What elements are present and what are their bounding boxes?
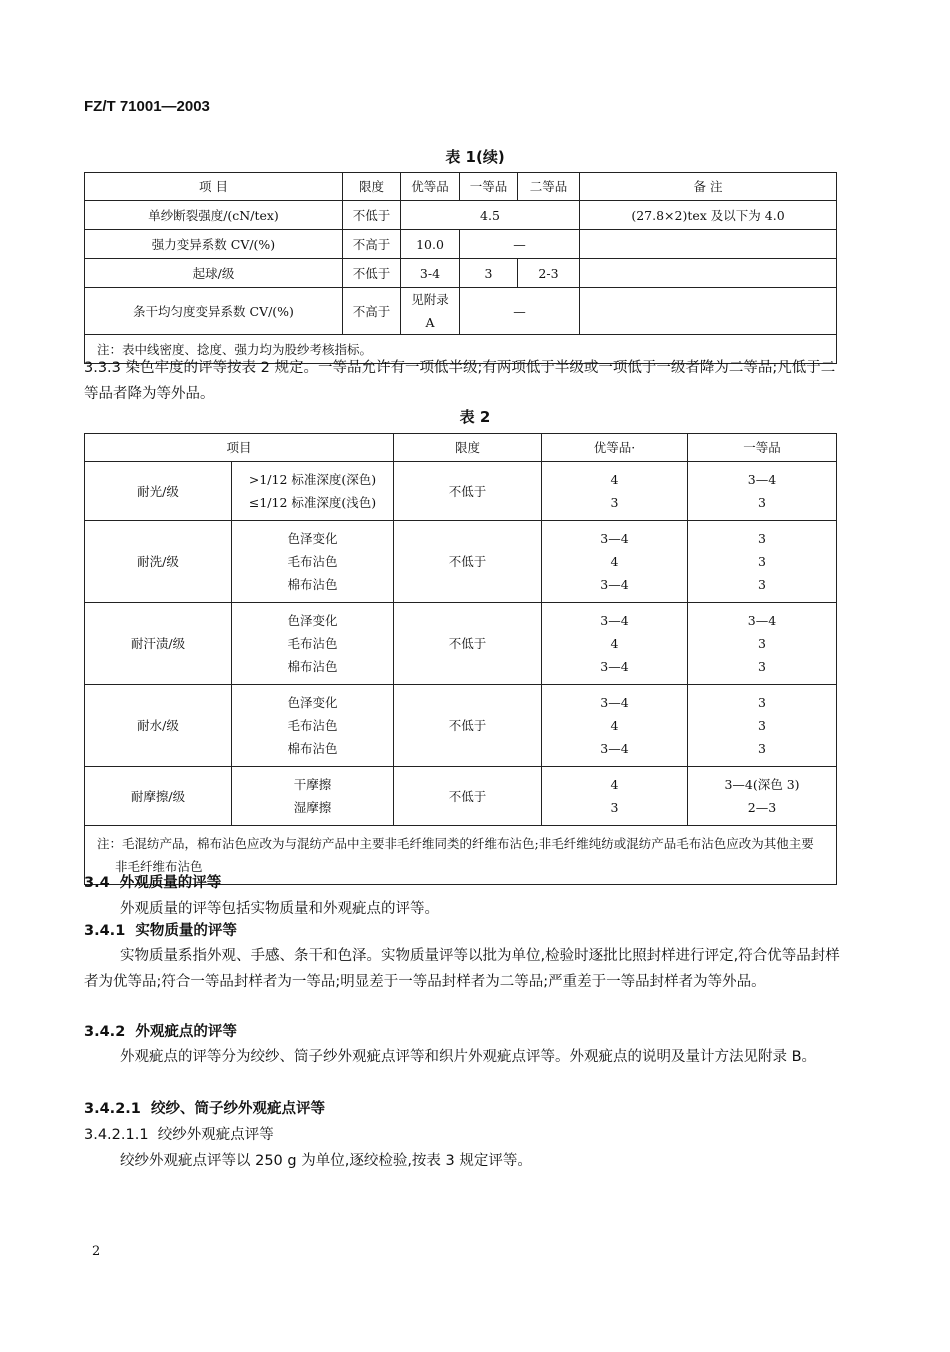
cell — [232, 462, 394, 521]
cell-line: 棉布沾色 — [287, 577, 338, 592]
cell — [542, 521, 688, 603]
cell-line: 3—4 — [600, 659, 629, 674]
cell-line: 毛布沾色 — [287, 636, 338, 651]
cell-line: 3—4(深色 3) — [724, 777, 800, 792]
paragraph-3-4-2: 外观疵点的评等分为绞纱、筒子纱外观疵点评等和织片外观疵点评等。外观疵点的说明及量计方法见附录 B。 — [120, 1049, 817, 1065]
section-number: 3.4.2.1.1 — [84, 1127, 149, 1143]
paragraph-3-4-1: 实物质量系指外观、手感、条干和色泽。实物质量评等以批为单位,检验时逐批比照封样进行评定,符合优等品封样者为优等品;符合一等品封样者为一等品;明显差于一等品封样者为二等品;严重差于一等品封样者为等外品。 — [84, 948, 840, 990]
section-3-4-2-1-1-heading — [84, 1122, 840, 1148]
group-name: 耐汗渍/级 — [85, 603, 232, 685]
cell-line: >1/12 标准深度(深色) — [248, 472, 377, 487]
cell-line: 4 — [610, 718, 619, 733]
section-number: 3.4.1 — [84, 923, 126, 939]
cell-line: 3 — [758, 554, 766, 569]
cell: 2-3 — [518, 259, 580, 288]
group-name: 耐光/级 — [85, 462, 232, 521]
cell — [580, 288, 837, 335]
cell: 不低于 — [343, 201, 401, 230]
table-row — [85, 462, 837, 521]
table1 — [84, 172, 837, 364]
page-number: 2 — [92, 1244, 101, 1259]
table-row — [85, 230, 837, 259]
cell-line: 色泽变化 — [287, 695, 338, 710]
cell-line: 3 — [758, 718, 766, 733]
header-cell: 限度 — [394, 434, 542, 462]
cell — [232, 685, 394, 767]
document-header: FZ/T 71001—2003 — [84, 98, 210, 115]
cell — [232, 767, 394, 826]
table-header-row — [85, 434, 837, 462]
cell-line: 湿摩擦 — [293, 800, 332, 815]
cell — [688, 685, 837, 767]
cell-line: 干摩擦 — [293, 777, 332, 792]
cell-line: 色泽变化 — [287, 531, 338, 546]
section-title: 绞纱外观疵点评等 — [157, 1127, 274, 1143]
cell-line: 3—4 — [600, 741, 629, 756]
cell-line: 3—4 — [600, 695, 629, 710]
cell-line: 毛布沾色 — [287, 718, 338, 733]
paragraph-text: 3.3.3 染色牢度的评等按表 2 规定。一等品允许有一项低半级;有两项低于半级或一项低于一级者降为二等品;凡低于二等品者降为等外品。 — [84, 360, 836, 402]
section-number: 3.4.2 — [84, 1024, 126, 1040]
cell-line: 3 — [758, 636, 766, 651]
table-header-row — [85, 173, 837, 201]
cell-line: 3 — [758, 495, 766, 510]
table-row — [85, 288, 837, 335]
cell: 起球/级 — [85, 259, 343, 288]
section-3-4-1-heading — [84, 918, 840, 944]
cell-line: 4 — [610, 636, 619, 651]
cell-line: 3 — [610, 800, 619, 815]
cell: — — [460, 288, 580, 335]
section-title: 实物质量的评等 — [135, 923, 237, 939]
header-cell: 二等品 — [518, 173, 580, 201]
section-number: 3.4 — [84, 875, 110, 891]
cell-line: 3—4 — [600, 531, 629, 546]
section-title: 外观质量的评等 — [119, 875, 222, 891]
cell-line: 3—4 — [600, 613, 629, 628]
table-row — [85, 521, 837, 603]
cell-line: 棉布沾色 — [287, 741, 338, 756]
cell — [580, 259, 837, 288]
cell: 不高于 — [343, 288, 401, 335]
cell-line: 3 — [758, 659, 766, 674]
table-row — [85, 259, 837, 288]
cell-line: 毛布沾色 — [287, 554, 338, 569]
cell: 强力变异系数 CV/(%) — [85, 230, 343, 259]
section-3-4-2-heading — [84, 1019, 840, 1045]
cell — [580, 230, 837, 259]
cell-line: 3 — [758, 695, 766, 710]
table-row — [85, 603, 837, 685]
paragraph-3-4: 外观质量的评等包括实物质量和外观疵点的评等。 — [120, 901, 439, 917]
group-name: 耐洗/级 — [85, 521, 232, 603]
cell — [542, 603, 688, 685]
cell — [688, 462, 837, 521]
cell-line: 3—4 — [747, 613, 777, 628]
paragraph-3-3-3 — [84, 355, 840, 407]
group-name: 耐摩擦/级 — [85, 767, 232, 826]
cell: — — [460, 230, 580, 259]
section-number: 3.4.2.1 — [84, 1101, 141, 1117]
table-row — [85, 767, 837, 826]
cell: 不低于 — [394, 462, 542, 521]
cell — [688, 521, 837, 603]
table-note: 注：毛混纺产品，棉布沾色应改为与混纺产品中主要非毛纤维同类的纤维布沾色;非毛纤维纯纺或混纺产品毛布沾色应改为其他主要非毛纤维布沾色 — [85, 826, 837, 885]
group-name: 耐水/级 — [85, 685, 232, 767]
cell-line: 4 — [610, 472, 619, 487]
cell: 不低于 — [394, 603, 542, 685]
cell — [232, 521, 394, 603]
cell — [232, 603, 394, 685]
cell — [688, 603, 837, 685]
paragraph-3-4-2-1-1: 绞纱外观疵点评等以 250 g 为单位,逐绞检验,按表 3 规定评等。 — [120, 1153, 532, 1169]
header-cell: 限度 — [343, 173, 401, 201]
header-cell: 一等品 — [460, 173, 518, 201]
cell-line: ≤1/12 标准深度(浅色) — [248, 495, 377, 510]
cell: 不低于 — [394, 521, 542, 603]
header-cell: 优等品· — [542, 434, 688, 462]
cell: 4.5 — [401, 201, 580, 230]
table2 — [84, 433, 837, 885]
cell: 见附录 A — [401, 288, 460, 335]
cell — [688, 767, 837, 826]
cell-line: 3 — [758, 531, 766, 546]
cell-line: 3 — [758, 741, 766, 756]
table2-caption: 表 2 — [459, 408, 491, 426]
cell: (27.8×2)tex 及以下为 4.0 — [580, 201, 837, 230]
cell-line: 3 — [610, 495, 619, 510]
cell-line: 4 — [610, 554, 619, 569]
cell-line: 3 — [758, 577, 766, 592]
header-cell: 项 目 — [85, 173, 343, 201]
cell: 不低于 — [394, 685, 542, 767]
cell: 不高于 — [343, 230, 401, 259]
table-row — [85, 201, 837, 230]
section-title: 绞纱、筒子纱外观疵点评等 — [151, 1101, 325, 1117]
cell-line: 色泽变化 — [287, 613, 338, 628]
cell-line: 3—4 — [747, 472, 777, 487]
section-3-4-heading — [84, 870, 840, 896]
table-note: 注：表中线密度、捻度、强力均为股纱考核指标。 — [85, 335, 837, 364]
cell — [542, 685, 688, 767]
section-title: 外观疵点的评等 — [135, 1024, 237, 1040]
cell-line: 3—4 — [600, 577, 629, 592]
cell: 3-4 — [401, 259, 460, 288]
cell: 条干均匀度变异系数 CV/(%) — [85, 288, 343, 335]
cell — [542, 767, 688, 826]
cell-line: 棉布沾色 — [287, 659, 338, 674]
header-cell: 一等品 — [688, 434, 837, 462]
cell: 不低于 — [343, 259, 401, 288]
table-row — [85, 685, 837, 767]
cell — [542, 462, 688, 521]
cell: 单纱断裂强度/(cN/tex) — [85, 201, 343, 230]
section-3-4-2-1-heading — [84, 1096, 840, 1122]
cell: 10.0 — [401, 230, 460, 259]
table1-caption: 表 1(续) — [445, 148, 505, 166]
header-cell: 备 注 — [580, 173, 837, 201]
cell: 不低于 — [394, 767, 542, 826]
cell: 3 — [460, 259, 518, 288]
header-cell: 优等品 — [401, 173, 460, 201]
cell-line: 4 — [610, 777, 619, 792]
cell-line: 2—3 — [747, 800, 777, 815]
header-cell: 项目 — [85, 434, 394, 462]
